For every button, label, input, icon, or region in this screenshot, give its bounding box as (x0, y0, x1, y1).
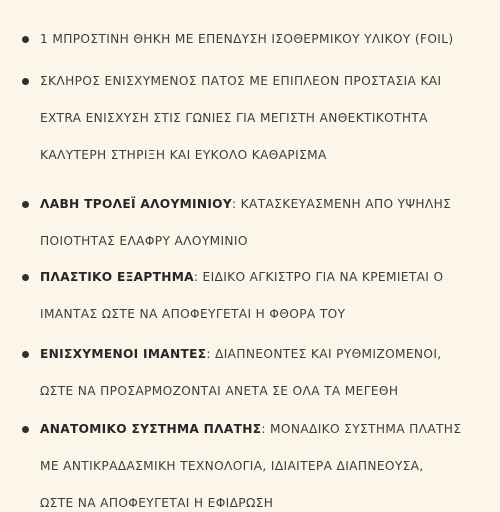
bullet-icon (22, 274, 29, 281)
list-item-trolley-handle (22, 195, 492, 250)
item-description: : ΚΑΤΑΣΚΕΥΑΣΜΕΝΗ ΑΠΟ ΥΨΗΛΗΣ (231, 197, 452, 211)
bullet-icon (22, 351, 29, 358)
item-description: : ΜΟΝΑΔΙΚΟ ΣΥΣΤΗΜΑ ΠΛΑΤΗΣ (261, 422, 462, 436)
item-heading: ΛΑΒΗ ΤΡΟΛΕΪ ΑΛΟΥΜΙΝΙΟΥ (40, 197, 232, 211)
list-item-back-system (22, 420, 492, 512)
item-text-line: ΠΟΙΟΤΗΤΑΣ ΕΛΑΦΡΥ ΑΛΟΥΜΙΝΙΟ (40, 234, 248, 248)
item-heading: ΑΝΑΤΟΜΙΚΟ ΣΥΣΤΗΜΑ ΠΛΑΤΗΣ (40, 422, 262, 436)
bullet-icon (22, 36, 29, 43)
item-text-line: ΚΑΛΥΤΕΡΗ ΣΤΗΡΙΞΗ ΚΑΙ ΕΥΚΟΛΟ ΚΑΘΑΡΙΣΜΑ (40, 148, 327, 162)
item-text-line: ΙΜΑΝΤΑΣ ΩΣΤΕ ΝΑ ΑΠΟΦΕΥΓΕΤΑΙ Η ΦΘΟΡΑ ΤΟΥ (40, 307, 346, 321)
item-description: : ΔΙΑΠΝΕΟΝΤΕΣ ΚΑΙ ΡΥΘΜΙΖΟΜΕΝΟΙ, (206, 347, 442, 361)
bullet-icon (22, 426, 29, 433)
item-text-line: ΜΕ ΑΝΤΙΚΡΑΔΑΣΜΙΚΗ ΤΕΧΝΟΛΟΓΙΑ, ΙΔΙΑΙΤΕΡΑ ΔΙΑΠΝΕΟΥΣΑ, (40, 459, 424, 473)
item-text-line: ΣΚΛΗΡΟΣ ΕΝΙΣΧΥΜΕΝΟΣ ΠΑΤΟΣ ΜΕ ΕΠΙΠΛΕΟΝ ΠΡΟΣΤΑΣΙΑ ΚΑΙ (40, 74, 442, 88)
item-description: : ΕΙΔΙΚΟ ΑΓΚΙΣΤΡΟ ΓΙΑ ΝΑ ΚΡΕΜΙΕΤΑΙ Ο (193, 270, 444, 284)
item-text-line (40, 420, 492, 438)
item-text-line (40, 195, 492, 213)
item-text-line (40, 268, 492, 286)
item-text-line: EXTRA ΕΝΙΣΧΥΣΗ ΣΤΙΣ ΓΩΝΙΕΣ ΓΙΑ ΜΕΓΙΣΤΗ ΑΝΘΕΚΤΙΚΟΤΗΤΑ (40, 111, 428, 125)
list-item-plastic-part (22, 268, 492, 323)
item-heading: ΕΝΙΣΧΥΜΕΝΟΙ ΙΜΑΝΤΕΣ (40, 347, 207, 361)
bullet-icon (22, 78, 29, 85)
list-item-reinforced-base (22, 72, 492, 164)
item-text-line (40, 345, 492, 363)
list-item-straps (22, 345, 492, 400)
item-text-line: ΩΣΤΕ ΝΑ ΑΠΟΦΕΥΓΕΤΑΙ Η ΕΦΙΔΡΩΣΗ (40, 496, 274, 510)
list-item-front-pocket (22, 30, 492, 48)
item-text-line: ΩΣΤΕ ΝΑ ΠΡΟΣΑΡΜΟΖΟΝΤΑΙ ΑΝΕΤΑ ΣΕ ΟΛΑ ΤΑ ΜΕΓΕΘΗ (40, 384, 399, 398)
item-text-line: 1 ΜΠΡΟΣΤΙΝΗ ΘΗΚΗ ΜΕ ΕΠΕΝΔΥΣΗ ΙΣΟΘΕΡΜΙΚΟΥ ΥΛΙΚΟΥ (FOIL) (40, 32, 454, 46)
bullet-icon (22, 201, 29, 208)
item-heading: ΠΛΑΣΤΙΚΟ ΕΞΑΡΤΗΜΑ (40, 270, 194, 284)
